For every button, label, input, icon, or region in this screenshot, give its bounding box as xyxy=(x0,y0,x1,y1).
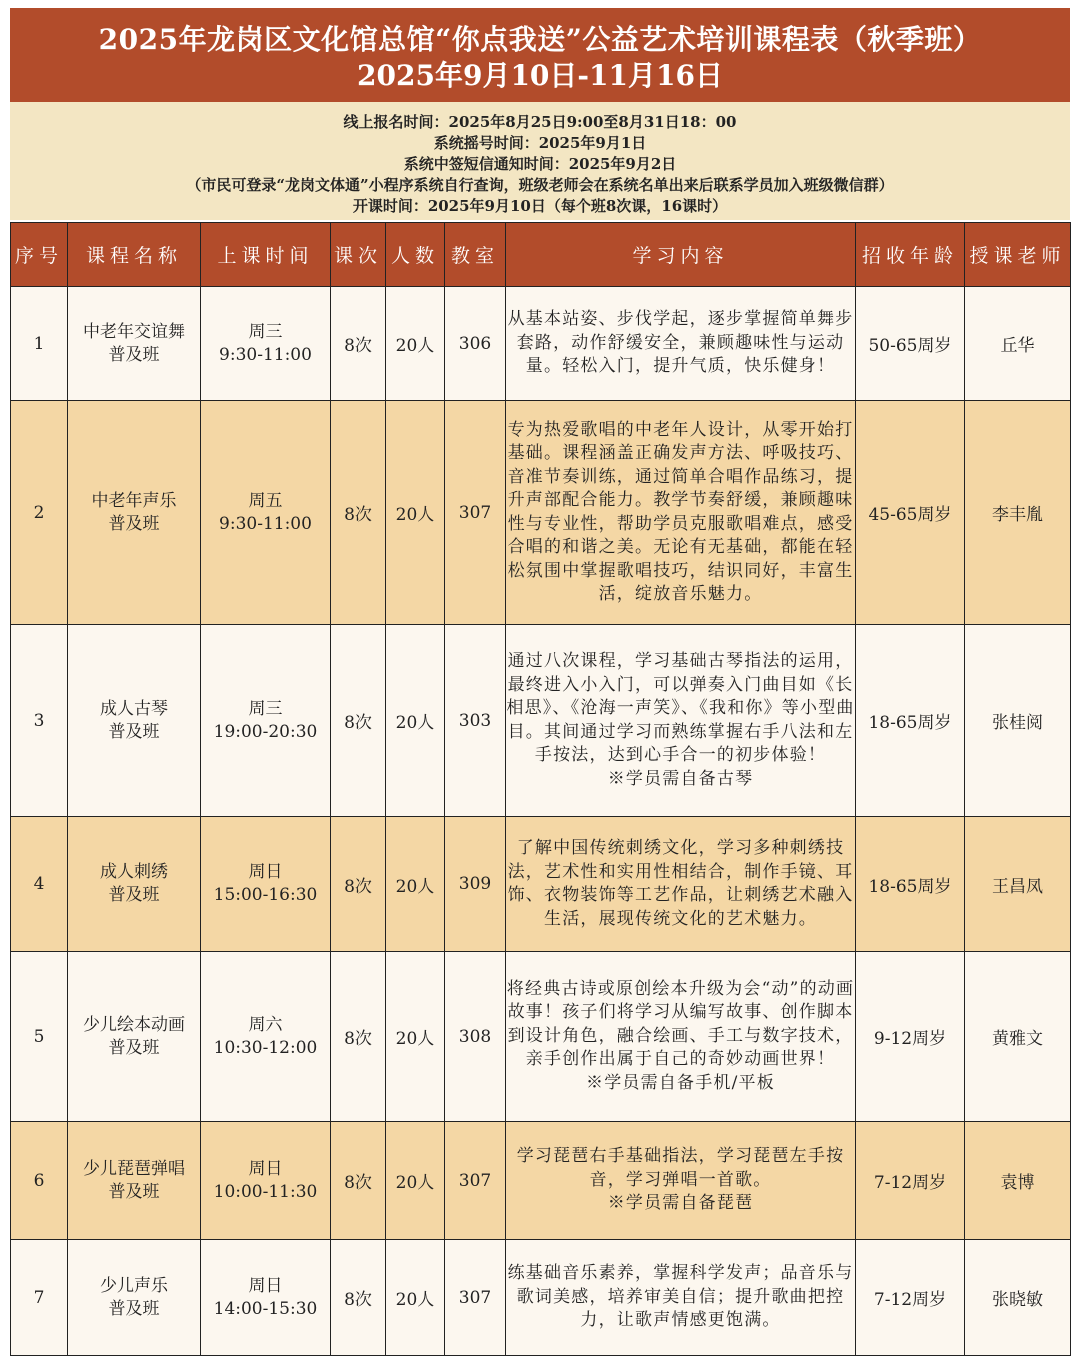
cell-content xyxy=(506,401,856,625)
registration-info xyxy=(10,102,1070,220)
course-name: 少儿绘本动画 xyxy=(83,1014,185,1035)
cell-age: 9-12周岁 xyxy=(856,952,965,1122)
cell-teacher: 王昌凤 xyxy=(965,817,1071,952)
content-note: ※学员需自备琵琶 xyxy=(607,1193,754,1214)
cell-room: 306 xyxy=(445,287,506,401)
course-level: 普及班 xyxy=(108,1037,160,1058)
content-text: 学习琵琶右手基础指法，学习琵琶左手按音，学习弹唱一首歌。 xyxy=(516,1146,845,1190)
cell-no: 1 xyxy=(11,287,68,401)
cell-content xyxy=(506,1122,856,1240)
cell-content xyxy=(506,1240,856,1356)
cell-sessions: 8次 xyxy=(331,401,386,625)
cell-no: 4 xyxy=(11,817,68,952)
course-level: 普及班 xyxy=(108,344,160,365)
class-hours: 15:00-16:30 xyxy=(213,885,318,905)
cell-course xyxy=(68,952,201,1122)
cell-people: 20人 xyxy=(386,1240,445,1356)
cell-course xyxy=(68,287,201,401)
class-day: 周日 xyxy=(248,862,283,882)
cell-no: 2 xyxy=(11,401,68,625)
cell-age: 45-65周岁 xyxy=(856,401,965,625)
info-registration-time: 线上报名时间：2025年8月25日9:00至8月31日18：00 xyxy=(343,113,737,131)
class-day: 周日 xyxy=(248,1158,283,1179)
class-day: 周六 xyxy=(248,1014,283,1035)
content-text: 从基本站姿、步伐学起，逐步掌握简单舞步套路，动作舒缓安全，兼顾趣味性与运动量。轻松入门，提升气质，快乐健身！ xyxy=(507,309,854,377)
date-range: 2025年9月10日-11月16日 xyxy=(357,59,723,92)
page-title: 2025年龙岗区文化馆总馆“你点我送”公益艺术培训课程表（秋季班） xyxy=(98,23,982,56)
cell-course xyxy=(68,1122,201,1240)
cell-time xyxy=(201,401,331,625)
cell-course xyxy=(68,625,201,817)
cell-no: 6 xyxy=(11,1122,68,1240)
cell-sessions: 8次 xyxy=(331,287,386,401)
cell-time xyxy=(201,625,331,817)
table-header-row xyxy=(11,223,1071,287)
cell-course xyxy=(68,817,201,952)
cell-people: 20人 xyxy=(386,952,445,1122)
cell-age: 7-12周岁 xyxy=(856,1122,965,1240)
table-row xyxy=(11,952,1071,1122)
cell-no: 7 xyxy=(11,1240,68,1356)
cell-course xyxy=(68,401,201,625)
class-hours: 10:00-11:30 xyxy=(213,1181,318,1202)
info-note: （市民可登录“龙岗文体通”小程序系统自行查询，班级老师会在系统名单出来后联系学员加入班级微信群） xyxy=(186,176,894,194)
cell-time xyxy=(201,817,331,952)
course-name: 中老年交谊舞 xyxy=(83,321,185,342)
header-teacher: 授课老师 xyxy=(965,223,1071,287)
cell-age: 18-65周岁 xyxy=(856,625,965,817)
course-name: 成人刺绣 xyxy=(100,862,168,882)
content-note: ※学员需自备手机/平板 xyxy=(586,1072,775,1093)
class-day: 周三 xyxy=(248,698,283,719)
cell-teacher: 黄雅文 xyxy=(965,952,1071,1122)
info-lottery-time: 系统摇号时间：2025年9月1日 xyxy=(433,134,647,152)
cell-time xyxy=(201,1122,331,1240)
cell-course xyxy=(68,1240,201,1356)
table-row xyxy=(11,287,1071,401)
cell-time xyxy=(201,287,331,401)
cell-sessions: 8次 xyxy=(331,1122,386,1240)
info-sms-time: 系统中签短信通知时间：2025年9月2日 xyxy=(403,155,677,173)
course-level: 普及班 xyxy=(108,1181,160,1202)
cell-no: 3 xyxy=(11,625,68,817)
course-name: 少儿琵琶弹唱 xyxy=(83,1158,185,1179)
cell-teacher: 袁博 xyxy=(965,1122,1071,1240)
content-text: 专为热爱歌唱的中老年人设计，从零开始打基础。课程涵盖正确发声方法、呼吸技巧、音准节奏训练，通过简单合唱作品练习，提升声部配合能力。教学节奏舒缓，兼顾趣味性与专业性，帮助学员克服歌唱难点，感受合唱的和谐之美。无论有无基础，都能在轻松氛围中掌握歌唱技巧，结识同好，丰富生活，绽放音乐魅力。 xyxy=(507,419,854,604)
class-hours: 9:30-11:00 xyxy=(219,513,312,534)
content-note: ※学员需自备古琴 xyxy=(607,768,754,789)
cell-people: 20人 xyxy=(386,817,445,952)
title-banner xyxy=(10,8,1070,102)
content-text: 练基础音乐素养，掌握科学发声；品音乐与歌词美感，培养审美自信；提升歌曲把控力，让歌声情感更饱满。 xyxy=(507,1263,854,1331)
header-sessions: 课次 xyxy=(331,223,386,287)
cell-sessions: 8次 xyxy=(331,625,386,817)
class-day: 周三 xyxy=(248,321,283,342)
course-level: 普及班 xyxy=(108,513,160,534)
cell-teacher: 丘华 xyxy=(965,287,1071,401)
course-level: 普及班 xyxy=(108,1298,160,1319)
cell-room: 308 xyxy=(445,952,506,1122)
cell-content xyxy=(506,952,856,1122)
cell-room: 307 xyxy=(445,1122,506,1240)
cell-content xyxy=(506,287,856,401)
class-day: 周日 xyxy=(248,1275,283,1296)
cell-room: 307 xyxy=(445,401,506,625)
course-level: 普及班 xyxy=(108,885,160,905)
header-people: 人数 xyxy=(386,223,445,287)
table-row xyxy=(11,401,1071,625)
cell-sessions: 8次 xyxy=(331,952,386,1122)
header-age: 招收年龄 xyxy=(856,223,965,287)
course-name: 少儿声乐 xyxy=(100,1275,168,1296)
cell-room: 307 xyxy=(445,1240,506,1356)
header-no: 序号 xyxy=(11,223,68,287)
table-row xyxy=(11,625,1071,817)
table-row xyxy=(11,1240,1071,1356)
cell-room: 309 xyxy=(445,817,506,952)
cell-age: 7-12周岁 xyxy=(856,1240,965,1356)
header-course: 课程名称 xyxy=(68,223,201,287)
cell-people: 20人 xyxy=(386,625,445,817)
cell-sessions: 8次 xyxy=(331,817,386,952)
cell-sessions: 8次 xyxy=(331,1240,386,1356)
cell-teacher: 张桂阅 xyxy=(965,625,1071,817)
cell-time xyxy=(201,1240,331,1356)
info-start-time: 开课时间：2025年9月10日（每个班8次课，16课时） xyxy=(352,197,728,215)
cell-people: 20人 xyxy=(386,287,445,401)
content-text: 将经典古诗或原创绘本升级为会“动”的动画故事！孩子们将学习从编写故事、创作脚本到设计角色，融合绘画、手工与数字技术，亲手创作出属于自己的奇妙动画世界！ xyxy=(506,978,855,1070)
cell-content xyxy=(506,625,856,817)
cell-teacher: 张晓敏 xyxy=(965,1240,1071,1356)
table-row xyxy=(11,1122,1071,1240)
cell-no: 5 xyxy=(11,952,68,1122)
cell-room: 303 xyxy=(445,625,506,817)
cell-time xyxy=(201,952,331,1122)
header-content: 学习内容 xyxy=(506,223,856,287)
cell-teacher: 李丰胤 xyxy=(965,401,1071,625)
cell-age: 50-65周岁 xyxy=(856,287,965,401)
cell-people: 20人 xyxy=(386,401,445,625)
content-text: 了解中国传统刺绣文化，学习多种刺绣技法，艺术性和实用性相结合，制作手镜、耳饰、衣物装饰等工艺作品，让刺绣艺术融入生活，展现传统文化的艺术魅力。 xyxy=(507,838,854,929)
course-table xyxy=(10,222,1071,1356)
cell-age: 18-65周岁 xyxy=(856,817,965,952)
class-hours: 9:30-11:00 xyxy=(219,344,312,365)
course-name: 中老年声乐 xyxy=(91,490,177,511)
cell-people: 20人 xyxy=(386,1122,445,1240)
class-hours: 19:00-20:30 xyxy=(213,721,318,742)
class-day: 周五 xyxy=(248,490,283,511)
course-name: 成人古琴 xyxy=(100,698,168,719)
course-level: 普及班 xyxy=(108,721,160,742)
cell-content xyxy=(506,817,856,952)
header-time: 上课时间 xyxy=(201,223,331,287)
content-text: 通过八次课程，学习基础古琴指法的运用，最终进入小入门，可以弹奏入门曲目如《长相思》、《沧海一声笑》、《我和你》等小型曲目。其间通过学习而熟练掌握右手八法和左手按法，达到心手合一的初步体验！ xyxy=(506,651,855,765)
table-row xyxy=(11,817,1071,952)
class-hours: 14:00-15:30 xyxy=(213,1298,318,1319)
header-room: 教室 xyxy=(445,223,506,287)
class-hours: 10:30-12:00 xyxy=(213,1037,318,1058)
